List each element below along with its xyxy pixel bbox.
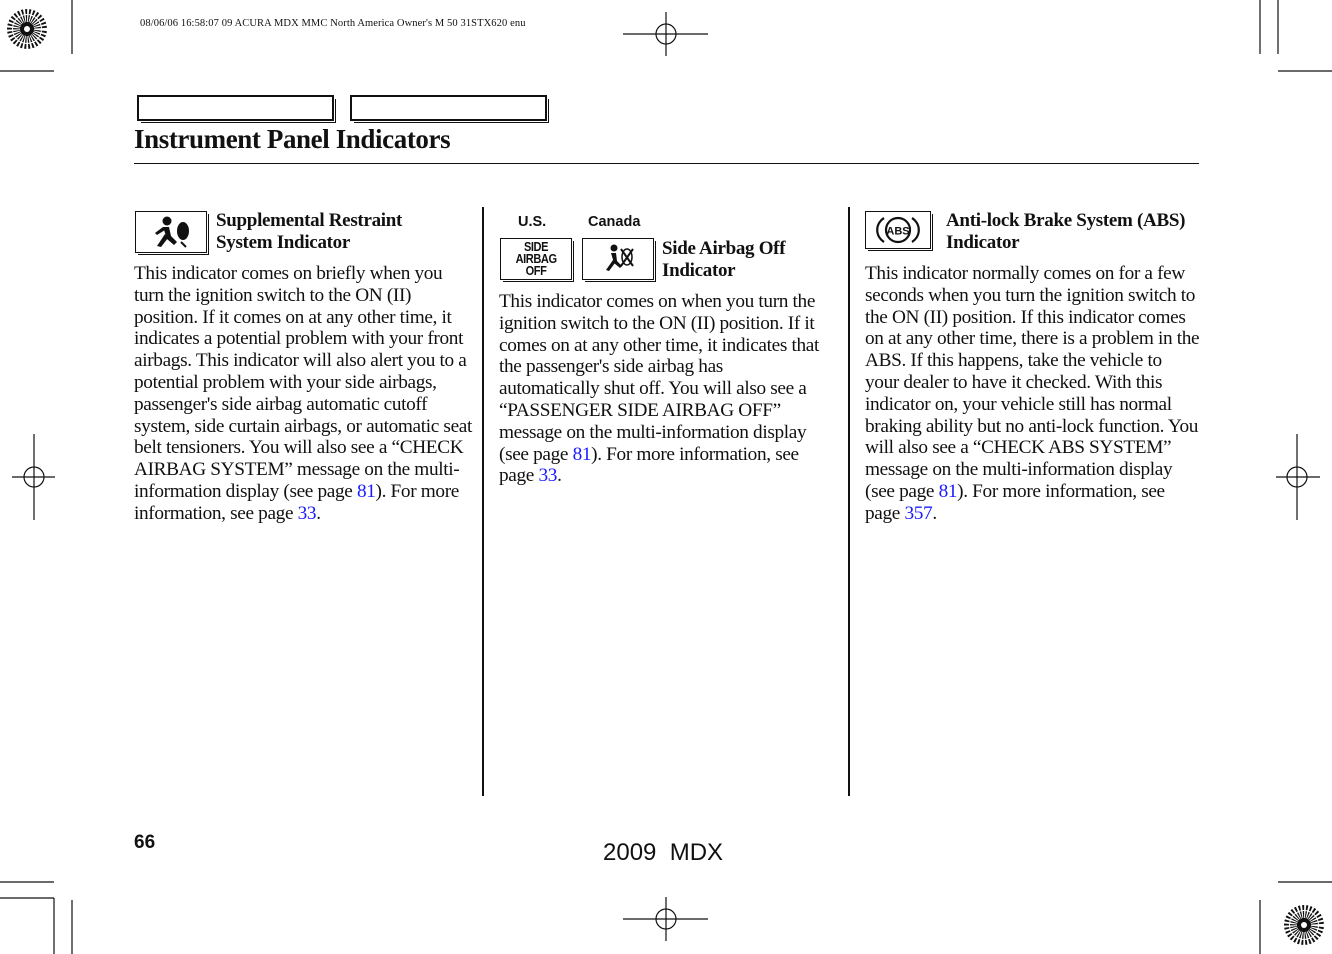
passenger-airbag-off-icon bbox=[596, 242, 640, 276]
us-label: U.S. bbox=[518, 214, 547, 230]
print-metadata: 08/06/06 16:58:07 09 ACURA MDX MMC North America Owner's M 50 31STX620 enu bbox=[140, 18, 526, 29]
srs-body bbox=[134, 263, 472, 525]
side-airbag-body-mid: ). For more information, see page bbox=[499, 443, 799, 487]
side-airbag-body-text: This indicator comes on when you turn the ignition switch to the ON (II) position. If it comes on at any other time, it indicates that the passenger's side airbag has automatically shut off. You will also see a “PASSENGER SIDE AIRBAG OFF” message on the multi-information display (see page bbox=[499, 291, 819, 465]
side-airbag-off-canada-icon bbox=[582, 238, 654, 280]
side-airbag-page-link-2[interactable]: 33 bbox=[538, 465, 558, 487]
abs-indicator-icon bbox=[865, 211, 931, 249]
canada-label: Canada bbox=[588, 214, 641, 230]
seated-passenger-airbag-icon bbox=[143, 214, 199, 250]
side-airbag-off-us-icon bbox=[500, 238, 572, 280]
abs-warning-icon bbox=[876, 214, 920, 246]
abs-page-link-1[interactable]: 81 bbox=[938, 480, 958, 502]
section-tab-box-2 bbox=[350, 95, 547, 121]
footer-model: 2009 MDX bbox=[603, 839, 724, 866]
side-airbag-heading: Side Airbag Off Indicator bbox=[662, 238, 786, 281]
srs-page-link-1[interactable]: 81 bbox=[356, 480, 376, 502]
srs-body-end: . bbox=[316, 502, 321, 524]
column-divider-1 bbox=[482, 207, 484, 796]
abs-body bbox=[865, 263, 1200, 525]
abs-body-mid: ). For more information, see page bbox=[865, 480, 1165, 524]
side-airbag-off-text: SIDE AIRBAG OFF bbox=[515, 239, 557, 278]
srs-indicator-icon bbox=[135, 211, 207, 253]
page-number: 66 bbox=[134, 832, 156, 853]
abs-body-text: This indicator normally comes on for a few seconds when you turn the ignition switch to the ON (II) position. If this indicator comes on at any other time, there is a problem in the ABS. If this happens, take the vehicle to your dealer to have it checked. With this indicator on, your vehicle still has normal braking ability but no anti-lock function. You will also see a “CHECK ABS SYSTEM” message on the multi-information display (see page bbox=[865, 263, 1200, 502]
page-title: Instrument Panel Indicators bbox=[134, 124, 451, 154]
srs-page-link-2[interactable]: 33 bbox=[297, 502, 317, 524]
srs-body-text: This indicator comes on briefly when you turn the ignition switch to the ON (II) position. If it comes on at any other time, it indicates a potential problem with your front airbags. This indicator will also alert you to a potential problem with your side airbags, passenger's side airbag automatic cutoff system, side curtain airbags, or automatic seat belt tensioners. You will also see a “CHECK AIRBAG SYSTEM” message on the multi-information display (see page bbox=[134, 263, 473, 502]
abs-page-link-2[interactable]: 357 bbox=[904, 502, 933, 524]
column-divider-2 bbox=[848, 207, 850, 796]
side-airbag-page-link-1[interactable]: 81 bbox=[572, 443, 592, 465]
srs-body-mid: ). For more information, see page bbox=[134, 480, 459, 524]
srs-heading: Supplemental Restraint System Indicator bbox=[216, 210, 403, 253]
abs-icon-text: ABS bbox=[886, 225, 910, 238]
side-airbag-body bbox=[499, 291, 824, 487]
side-airbag-body-end: . bbox=[557, 465, 562, 487]
abs-body-end: . bbox=[932, 502, 937, 524]
section-tab-box-1 bbox=[137, 95, 334, 121]
title-divider bbox=[134, 163, 1199, 164]
abs-heading: Anti-lock Brake System (ABS) Indicator bbox=[946, 210, 1186, 253]
